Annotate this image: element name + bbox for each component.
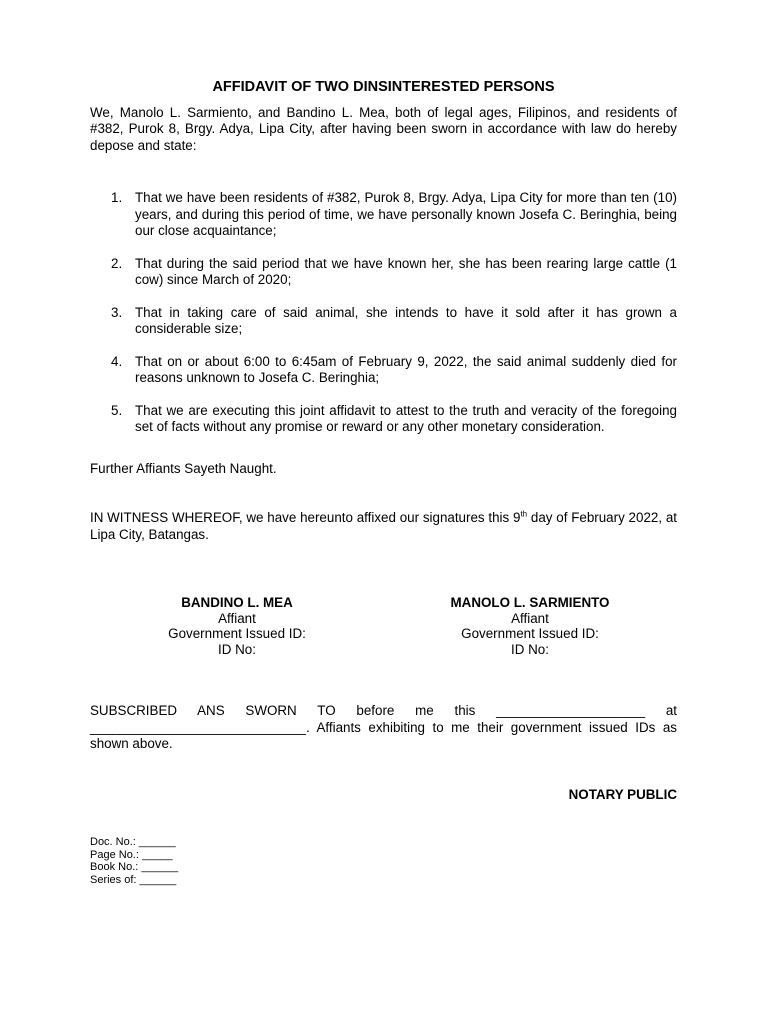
list-item [90, 190, 677, 240]
item-number: 3. [111, 304, 123, 320]
item-text: That during the said period that we have known her, she has been rearing large cattle (1 cow) since March of 2020; [135, 255, 677, 287]
list-item [90, 403, 677, 436]
witness-text-end: day of February 2022, at Lipa City, Batangas. [90, 510, 678, 542]
doc-no-line: Doc. No.: ______ [90, 836, 176, 848]
item-number: 1. [111, 190, 123, 205]
signatory-id-no: ID No: [218, 641, 256, 657]
notary-public-label: NOTARY PUBLIC [568, 786, 677, 802]
statements-list [90, 190, 677, 436]
signatory-gov-id: Government Issued ID: [461, 626, 599, 641]
page-no-line: Page No.: _____ [90, 848, 173, 861]
notarial-register [90, 836, 677, 886]
signature-block [90, 595, 677, 665]
sayeth-naught: Further Affiants Sayeth Naught. [90, 460, 277, 476]
list-item [90, 256, 677, 289]
list-item [90, 305, 677, 338]
signatory-gov-id: Government Issued ID: [168, 626, 306, 641]
signatory-right [420, 595, 640, 657]
signatory-name: BANDINO L. MEA [181, 595, 293, 610]
item-text: That on or about 6:00 to 6:45am of February 9, 2022, the said animal suddenly died for reasons unknown to Josefa C. Beringhia; [135, 353, 677, 385]
item-text: That in taking care of said animal, she intends to have it sold after it has grown a considerable size; [135, 304, 677, 336]
signatory-id-no: ID No: [511, 641, 549, 657]
witness-paragraph [90, 510, 677, 543]
signatory-role: Affiant [218, 610, 256, 626]
signatory-name: MANOLO L. SARMIENTO [450, 595, 610, 610]
affidavit-page [90, 79, 677, 886]
item-text: That we have been residents of #382, Purok 8, Brgy. Adya, Lipa City for more than ten (10) years, and during this period of time, we have personally known Josefa C. Beringhia, being our close acquaintance; [135, 190, 677, 238]
ordinal-suffix: th [520, 509, 528, 519]
item-number: 2. [111, 255, 123, 271]
document-title: AFFIDAVIT OF TWO DINSINTERESTED PERSONS [212, 79, 555, 95]
signatory-role: Affiant [511, 610, 549, 626]
item-number: 4. [111, 353, 123, 369]
series-line: Series of: ______ [90, 873, 177, 886]
list-item [90, 354, 677, 387]
jurat-paragraph: SUBSCRIBED ANS SWORN TO before me this ____________________ at _____________________________. Affiants exhibiting to me their government issued IDs as shown above. [90, 703, 677, 751]
item-text: That we are executing this joint affidavit to attest to the truth and veracity of the foregoing set of facts without any promise or reward or any other monetary consideration. [135, 402, 677, 434]
book-no-line: Book No.: ______ [90, 861, 179, 873]
signatory-left [127, 595, 347, 657]
witness-text-start: IN WITNESS WHEREOF, we have hereunto affixed our signatures this 9 [90, 510, 521, 525]
intro-paragraph: We, Manolo L. Sarmiento, and Bandino L. Mea, both of legal ages, Filipinos, and residents of #382, Purok 8, Brgy. Adya, Lipa City, after having been sworn in accordance with law do hereby depose and state: [90, 104, 677, 153]
item-number: 5. [111, 402, 123, 418]
